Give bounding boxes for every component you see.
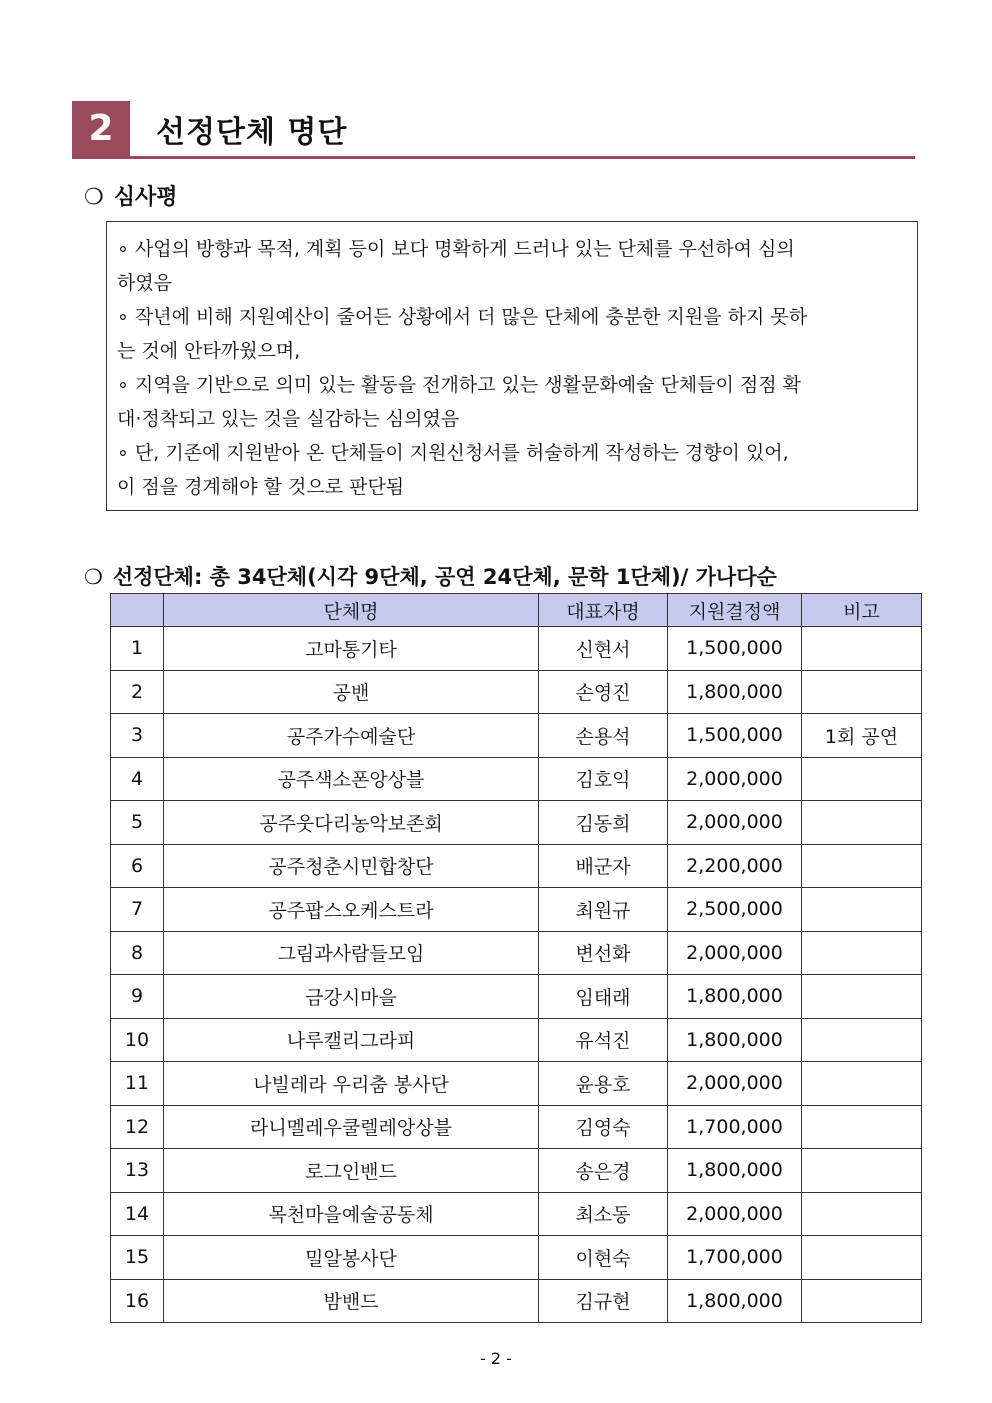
representative-name-cell: 유석진 bbox=[539, 1018, 668, 1062]
support-amount-cell: 2,200,000 bbox=[668, 844, 802, 888]
note-cell bbox=[802, 757, 922, 801]
column-header-note: 비고 bbox=[802, 594, 922, 627]
column-header-group-name: 단체명 bbox=[164, 594, 539, 627]
group-name-cell: 공주웃다리농악보존회 bbox=[164, 801, 539, 845]
support-amount-cell: 2,000,000 bbox=[668, 1192, 802, 1236]
row-number-cell: 14 bbox=[111, 1192, 164, 1236]
group-name-cell: 고마통기타 bbox=[164, 627, 539, 671]
group-name-cell: 공주팝스오케스트라 bbox=[164, 888, 539, 932]
representative-name-cell: 최소동 bbox=[539, 1192, 668, 1236]
column-header-representative: 대표자명 bbox=[539, 594, 668, 627]
section-header bbox=[72, 101, 915, 159]
representative-name-cell: 송은경 bbox=[539, 1149, 668, 1193]
representative-name-cell: 윤용호 bbox=[539, 1062, 668, 1106]
note-cell bbox=[802, 627, 922, 671]
group-name-cell: 공주청춘시민합창단 bbox=[164, 844, 539, 888]
group-name-cell: 밀알봉사단 bbox=[164, 1236, 539, 1280]
support-amount-cell: 2,000,000 bbox=[668, 931, 802, 975]
note-cell bbox=[802, 844, 922, 888]
table-row bbox=[111, 1062, 922, 1106]
support-amount-cell: 1,800,000 bbox=[668, 975, 802, 1019]
note-cell bbox=[802, 1279, 922, 1323]
review-heading bbox=[84, 180, 178, 211]
table-row bbox=[111, 1192, 922, 1236]
support-amount-cell: 1,700,000 bbox=[668, 1236, 802, 1280]
row-number-cell: 8 bbox=[111, 931, 164, 975]
support-amount-cell: 1,800,000 bbox=[668, 670, 802, 714]
review-line: ∘ 작년에 비해 지원예산이 줄어든 상황에서 더 많은 단체에 충분한 지원을 하지 못하 bbox=[117, 306, 808, 328]
representative-name-cell: 배군자 bbox=[539, 844, 668, 888]
review-line: 하였음 bbox=[117, 272, 173, 294]
support-amount-cell: 1,800,000 bbox=[668, 1018, 802, 1062]
table-row bbox=[111, 844, 922, 888]
table-row bbox=[111, 1018, 922, 1062]
note-cell bbox=[802, 1062, 922, 1106]
table-row bbox=[111, 975, 922, 1019]
representative-name-cell: 김규현 bbox=[539, 1279, 668, 1323]
row-number-cell: 2 bbox=[111, 670, 164, 714]
note-cell bbox=[802, 670, 922, 714]
table-row bbox=[111, 670, 922, 714]
table-row bbox=[111, 627, 922, 671]
support-amount-cell: 1,700,000 bbox=[668, 1105, 802, 1149]
row-number-cell: 13 bbox=[111, 1149, 164, 1193]
row-number-cell: 15 bbox=[111, 1236, 164, 1280]
group-name-cell: 밤밴드 bbox=[164, 1279, 539, 1323]
row-number-cell: 3 bbox=[111, 714, 164, 758]
row-number-cell: 9 bbox=[111, 975, 164, 1019]
group-name-cell: 그림과사람들모임 bbox=[164, 931, 539, 975]
selected-groups-table bbox=[110, 593, 922, 1323]
support-amount-cell: 2,000,000 bbox=[668, 757, 802, 801]
note-cell bbox=[802, 1018, 922, 1062]
review-line: ∘ 지역을 기반으로 의미 있는 활동을 전개하고 있는 생활문화예술 단체들이 점점 확 bbox=[117, 374, 802, 396]
note-cell bbox=[802, 1192, 922, 1236]
selected-heading-text: 선정단체: 총 34단체(시각 9단체, 공연 24단체, 문학 1단체)/ 가나다순 bbox=[112, 565, 777, 589]
review-line: ∘ 사업의 방향과 목적, 계획 등이 보다 명확하게 드러나 있는 단체를 우선하여 심의 bbox=[117, 238, 795, 260]
table-row bbox=[111, 757, 922, 801]
table-row bbox=[111, 1149, 922, 1193]
representative-name-cell: 김영숙 bbox=[539, 1105, 668, 1149]
review-box bbox=[106, 221, 918, 511]
review-line: 대·정착되고 있는 것을 실감하는 심의였음 bbox=[117, 408, 460, 430]
selected-heading bbox=[84, 561, 777, 591]
review-line: 이 점을 경계해야 할 것으로 판단됨 bbox=[117, 476, 405, 498]
support-amount-cell: 1,500,000 bbox=[668, 627, 802, 671]
table-row bbox=[111, 801, 922, 845]
circle-bullet-icon: ❍ bbox=[84, 565, 103, 589]
note-cell bbox=[802, 975, 922, 1019]
support-amount-cell: 2,000,000 bbox=[668, 801, 802, 845]
note-cell bbox=[802, 1149, 922, 1193]
section-divider bbox=[72, 156, 915, 159]
representative-name-cell: 김호익 bbox=[539, 757, 668, 801]
support-amount-cell: 2,500,000 bbox=[668, 888, 802, 932]
column-header-number bbox=[111, 594, 164, 627]
group-name-cell: 공밴 bbox=[164, 670, 539, 714]
representative-name-cell: 손영진 bbox=[539, 670, 668, 714]
review-line: ∘ 단, 기존에 지원받아 온 단체들이 지원신청서를 허술하게 작성하는 경향이 있어, bbox=[117, 442, 789, 464]
section-number: 2 bbox=[72, 101, 130, 156]
row-number-cell: 11 bbox=[111, 1062, 164, 1106]
table-row bbox=[111, 1236, 922, 1280]
row-number-cell: 12 bbox=[111, 1105, 164, 1149]
support-amount-cell: 1,800,000 bbox=[668, 1149, 802, 1193]
table-row bbox=[111, 888, 922, 932]
group-name-cell: 나빌레라 우리춤 봉사단 bbox=[164, 1062, 539, 1106]
support-amount-cell: 1,800,000 bbox=[668, 1279, 802, 1323]
representative-name-cell: 이현숙 bbox=[539, 1236, 668, 1280]
table-header-row bbox=[111, 594, 922, 627]
representative-name-cell: 신현서 bbox=[539, 627, 668, 671]
support-amount-cell: 1,500,000 bbox=[668, 714, 802, 758]
section-title: 선정단체 명단 bbox=[156, 115, 348, 150]
note-cell bbox=[802, 1236, 922, 1280]
group-name-cell: 공주가수예술단 bbox=[164, 714, 539, 758]
table-row bbox=[111, 1105, 922, 1149]
representative-name-cell: 최원규 bbox=[539, 888, 668, 932]
group-name-cell: 공주색소폰앙상블 bbox=[164, 757, 539, 801]
column-header-amount: 지원결정액 bbox=[668, 594, 802, 627]
group-name-cell: 목천마을예술공동체 bbox=[164, 1192, 539, 1236]
representative-name-cell: 임태래 bbox=[539, 975, 668, 1019]
group-name-cell: 라니멜레우쿨렐레앙상블 bbox=[164, 1105, 539, 1149]
note-cell: 1회 공연 bbox=[802, 714, 922, 758]
representative-name-cell: 손용석 bbox=[539, 714, 668, 758]
note-cell bbox=[802, 801, 922, 845]
note-cell bbox=[802, 1105, 922, 1149]
note-cell bbox=[802, 888, 922, 932]
table-row bbox=[111, 931, 922, 975]
row-number-cell: 6 bbox=[111, 844, 164, 888]
table-row bbox=[111, 714, 922, 758]
row-number-cell: 7 bbox=[111, 888, 164, 932]
row-number-cell: 1 bbox=[111, 627, 164, 671]
row-number-cell: 4 bbox=[111, 757, 164, 801]
circle-bullet-icon: ❍ bbox=[84, 185, 104, 210]
review-heading-text: 심사평 bbox=[113, 185, 178, 210]
note-cell bbox=[802, 931, 922, 975]
row-number-cell: 10 bbox=[111, 1018, 164, 1062]
row-number-cell: 5 bbox=[111, 801, 164, 845]
group-name-cell: 금강시마을 bbox=[164, 975, 539, 1019]
table-body bbox=[111, 627, 922, 1323]
row-number-cell: 16 bbox=[111, 1279, 164, 1323]
table-row bbox=[111, 1279, 922, 1323]
page-number: - 2 - bbox=[480, 1349, 512, 1368]
review-line: 는 것에 안타까웠으며, bbox=[117, 340, 301, 362]
representative-name-cell: 김동희 bbox=[539, 801, 668, 845]
group-name-cell: 나루캘리그라피 bbox=[164, 1018, 539, 1062]
group-name-cell: 로그인밴드 bbox=[164, 1149, 539, 1193]
support-amount-cell: 2,000,000 bbox=[668, 1062, 802, 1106]
representative-name-cell: 변선화 bbox=[539, 931, 668, 975]
